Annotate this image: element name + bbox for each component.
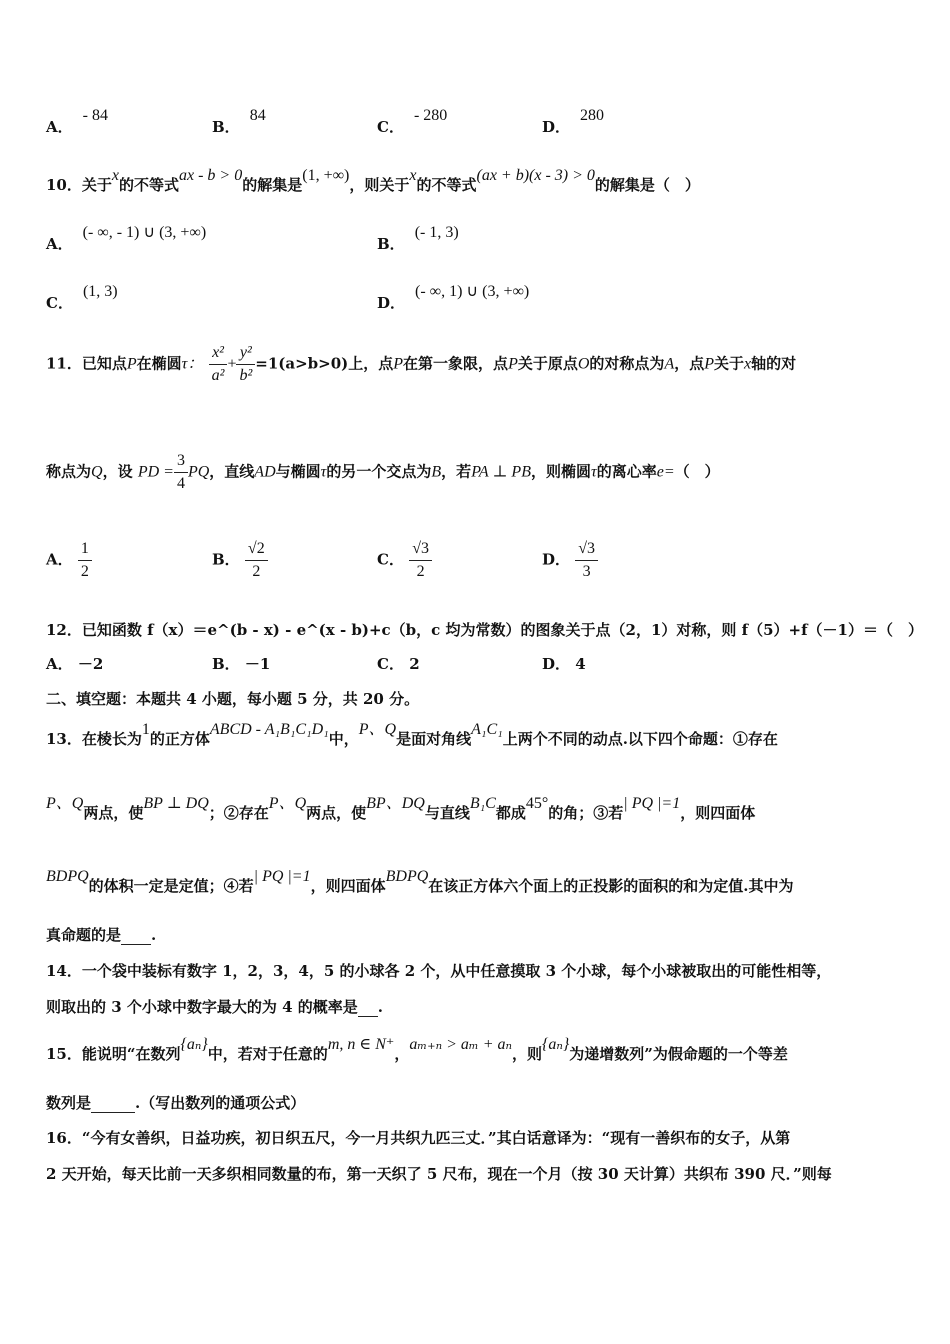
q10-option-c: C．(1, 3) [46, 283, 118, 312]
vector-pd: PD = [137, 463, 174, 481]
answer-blank[interactable] [91, 1094, 135, 1113]
q12-option-a: A． －2 [46, 655, 104, 673]
q9-option-c-value: - 280 [413, 107, 448, 124]
q12-option-b: B． －1 [212, 655, 271, 673]
q13-line3: BDPQ的体积一定是定值；④若| PQ |=1，则四面体BDPQ在该正方体六个面上的正投影的面积的和为定值.其中为 [46, 868, 794, 895]
q10-option-d: D．(- ∞, 1) ∪ (3, +∞) [377, 283, 530, 312]
vector-pq: PQ [187, 463, 210, 481]
q11-three-quarters: $\frac{3}{4}$ [174, 450, 188, 495]
q11-option-a: A． $\frac{1}{2}$ [46, 538, 92, 583]
answer-blank[interactable] [358, 998, 378, 1017]
q13-line2: P、Q两点，使BP ⊥ DQ；②存在P、Q两点，使BP、DQ与直线B₁C都成45°的角；③若| PQ |=1，则四面体 [46, 795, 756, 822]
q11-option-d: D． $\frac{√3}{3}$ [542, 538, 598, 583]
q16-line2: 2 天开始，每天比前一天多织相同数量的布，第一天织了 5 尺布，现在一个月（按 30 天计算）共织布 390 尺．”则每 [46, 1165, 832, 1183]
q12-option-c: C． 2 [377, 655, 420, 673]
q9-option-c: C．- 280 [377, 107, 448, 136]
q14-line2: 则取出的 3 个小球中数字最大的为 4 的概率是 . [46, 998, 383, 1016]
q13-line4: 真命题的是 . [46, 926, 157, 944]
q9-option-a-value: - 84 [82, 107, 108, 124]
q15-line1: 15．能说明“在数列{aₙ}中，若对于任意的m, n ∈ N⁺，aₘ₊ₙ > aₘ + aₙ，则{aₙ}为递增数列”为假命题的一个等差 [46, 1036, 788, 1063]
q13-line1: 13．在棱长为1的正方体ABCD - A₁B₁C₁D₁中，P、Q是面对角线A₁C₁上两个不同的动点.以下四个命题：①存在 [46, 721, 778, 748]
q9-option-a: A．- 84 [46, 107, 108, 136]
q9-option-d-value: 280 [580, 107, 605, 124]
q11-stem-line1: 11．已知点P在椭圆τ： $\frac{\text{x²}}{\text{a²}}$ + $\frac{\text{y²}}{\text{b²}}$ =1(a>b>0)上，点P在第一象限，点P关于原点O的对称点为A，点P关于x轴的对 [46, 342, 796, 387]
q12-option-d: D． 4 [542, 655, 586, 673]
q11-y-fraction: $\frac{\text{y²}}{\text{b²}}$ [236, 342, 255, 387]
q12-stem: 12．已知函数 f（x）＝e^(b - x) - e^(x - b)+c（b，c 均为常数）的图象关于点（2，1）对称，则 f（5）+f（－1）＝（ ） [46, 621, 923, 639]
section-heading: 二、填空题：本题共 4 小题，每小题 5 分，共 20 分。 [46, 690, 420, 708]
q9-option-b-value: 84 [249, 107, 266, 124]
q9-option-d: D．280 [542, 107, 605, 136]
q10-stem: 10．关于x的不等式ax - b > 0的解集是(1, +∞)，则关于x的不等式(ax + b)(x - 3) > 0的解集是（ ） [46, 167, 700, 194]
q10-option-b: B．(- 1, 3) [377, 224, 459, 253]
q10-option-a: A．(- ∞, - 1) ∪ (3, +∞) [46, 224, 207, 253]
q11-stem-line2: 称点为Q，设 PD = $\frac{3}{4}$ PQ，直线AD与椭圆τ的另一个交点为B，若PA ⊥ PB，则椭圆τ的离心率e=（ ） [46, 450, 720, 495]
q11-x-fraction: $\frac{\text{x²}}{\text{a²}}$ [209, 342, 228, 387]
q16-line1: 16．“今有女善织，日益功疾，初日织五尺，今一月共织九匹三丈．”其白话意译为：“现有一善织布的女子，从第 [46, 1129, 791, 1147]
q14-line1: 14．一个袋中装标有数字 1，2，3，4，5 的小球各 2 个，从中任意摸取 3 个小球，每个小球被取出的可能性相等， [46, 962, 832, 980]
q9-option-b: B．84 [212, 107, 266, 136]
q11-option-c: C． $\frac{√3}{2}$ [377, 538, 432, 583]
q11-option-b: B． $\frac{√2}{2}$ [212, 538, 268, 583]
q15-line2: 数列是 .（写出数列的通项公式） [46, 1094, 306, 1112]
answer-blank[interactable] [121, 926, 151, 945]
